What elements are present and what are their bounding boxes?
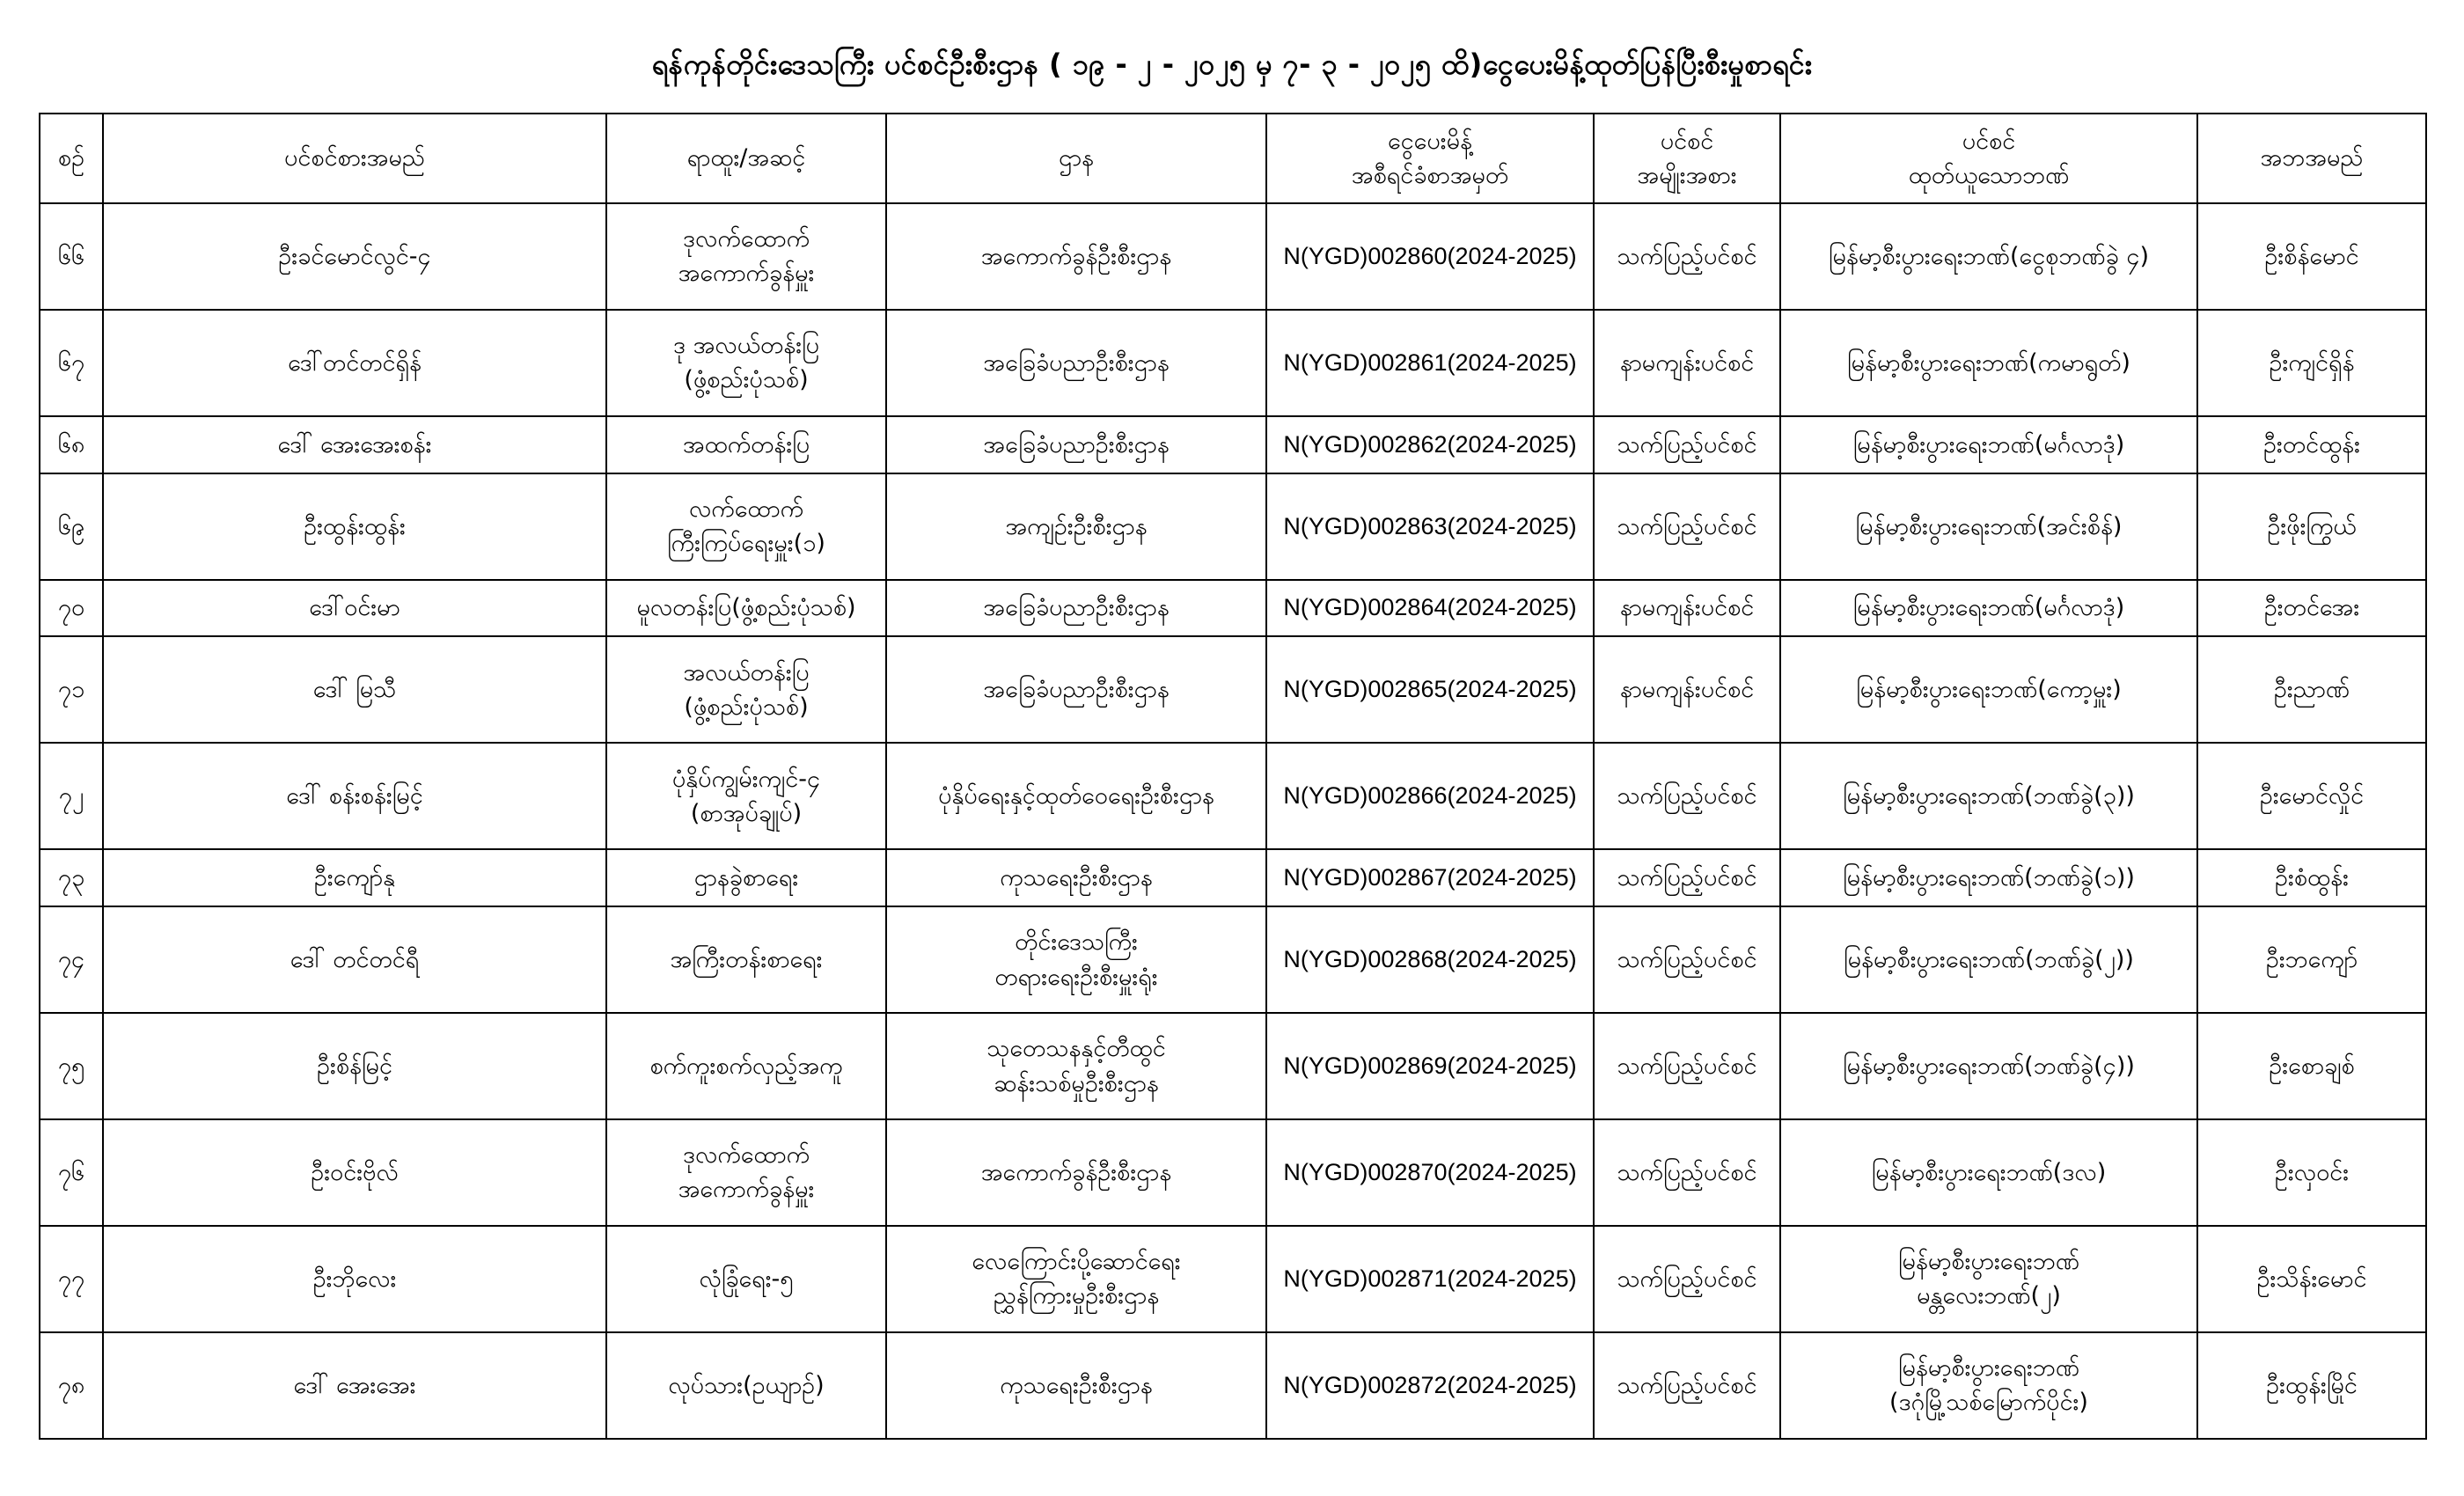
cell-no <box>40 1013 103 1119</box>
cell-rank-text: အထက်တန်းပြ <box>682 430 810 458</box>
cell-name <box>103 636 606 743</box>
table-row <box>40 580 2426 637</box>
table-row <box>40 1119 2426 1226</box>
cell-no-text: ၇၃ <box>57 864 85 892</box>
header-type-label-1: ပင်စင် <box>1660 127 1714 155</box>
pension-table <box>39 113 2427 1440</box>
cell-name-text: ဒေါ် အေးအေး <box>293 1371 416 1399</box>
cell-type <box>1594 849 1780 906</box>
cell-bank <box>1780 1226 2197 1332</box>
cell-dept-text: ဆန်းသစ်မှုဦးစီးဌာန <box>994 1069 1159 1097</box>
cell-bank-text: မြန်မာ့စီးပွားရေးဘဏ်(ဘဏ်ခွဲ(၄)) <box>1843 1052 2135 1080</box>
table-body <box>40 203 2426 1439</box>
table-row <box>40 1226 2426 1332</box>
cell-dept <box>886 416 1266 473</box>
cell-no <box>40 310 103 416</box>
cell-rank-text: (စာအုပ်ချုပ်) <box>690 799 803 827</box>
cell-bank-text: မြန်မာ့စီးပွားရေးဘဏ်(မင်္ဂလာဒုံ) <box>1852 594 2125 622</box>
cell-rank <box>606 743 886 849</box>
header-dept-label: ဌာန <box>1058 144 1095 172</box>
cell-order-text: N(YGD)002872(2024-2025) <box>1283 1371 1577 1398</box>
cell-bank-text: မြန်မာ့စီးပွားရေးဘဏ်(အင်းစိန်) <box>1855 512 2123 540</box>
table-row <box>40 906 2426 1013</box>
cell-type-text: သက်ပြည့်ပင်စင် <box>1617 1371 1757 1399</box>
cell-bank-text: မြန်မာ့စီးပွားရေးဘဏ် <box>1897 1354 2080 1382</box>
cell-rank-text: ဒုလက်ထောက် <box>682 1141 810 1170</box>
cell-order-text: N(YGD)002869(2024-2025) <box>1283 1052 1577 1079</box>
cell-bank <box>1780 416 2197 473</box>
cell-dept-text: ကုသရေးဦးစီးဌာန <box>1000 1371 1153 1399</box>
cell-rank-text: လုံခြုံရေး-၅ <box>699 1265 794 1293</box>
header-name-label: ပင်စင်စားအမည် <box>284 144 425 172</box>
cell-father-text: ဦးမောင်လှိုင် <box>2259 782 2365 810</box>
header-bank-label-2: ထုတ်ယူသောဘဏ် <box>1908 162 2070 189</box>
cell-dept <box>886 1332 1266 1439</box>
cell-name <box>103 1226 606 1332</box>
cell-order <box>1266 580 1594 637</box>
cell-no <box>40 203 103 310</box>
cell-rank-text: ပုံနှိပ်ကျွမ်းကျင်-၄ <box>671 765 821 793</box>
header-bank-label-1: ပင်စင် <box>1962 127 2016 155</box>
cell-rank <box>606 203 886 310</box>
cell-name-text: ဦးကျော်နု <box>313 864 396 892</box>
header-rank <box>606 114 886 203</box>
cell-type <box>1594 906 1780 1013</box>
cell-dept-text: အကောက်ခွန်ဦးစီးဌာန <box>980 242 1172 270</box>
cell-father-text: ဦးကျင်ရှိန် <box>2269 348 2355 377</box>
cell-type <box>1594 203 1780 310</box>
cell-rank-text: လက်ထောက် <box>688 495 804 524</box>
cell-type-text: သက်ပြည့်ပင်စင် <box>1617 430 1757 458</box>
header-no-label: စဉ် <box>57 144 85 172</box>
cell-no-text: ၇၈ <box>57 1371 85 1399</box>
cell-name-text: ဒေါ် တင်တင်ရီ <box>290 946 420 974</box>
header-father <box>2197 114 2426 203</box>
cell-bank <box>1780 310 2197 416</box>
cell-father-text: ဦးထွန်းမြိုင် <box>2266 1371 2358 1399</box>
cell-father <box>2197 906 2426 1013</box>
cell-no <box>40 416 103 473</box>
cell-rank-text: စက်ကူးစက်လှည့်အကူ <box>649 1052 843 1080</box>
cell-order <box>1266 636 1594 743</box>
cell-type-text: သက်ပြည့်ပင်စင် <box>1617 1158 1757 1186</box>
table-row <box>40 743 2426 849</box>
cell-no <box>40 473 103 580</box>
cell-rank-text: ဒုလက်ထောက် <box>682 225 810 253</box>
cell-rank-text: လုပ်သား(ဥယျာဉ်) <box>668 1371 825 1399</box>
header-bank <box>1780 114 2197 203</box>
cell-name <box>103 473 606 580</box>
cell-no <box>40 743 103 849</box>
cell-name <box>103 580 606 637</box>
cell-bank-text: မြန်မာ့စီးပွားရေးဘဏ် <box>1897 1248 2080 1276</box>
cell-order <box>1266 203 1594 310</box>
cell-father <box>2197 203 2426 310</box>
cell-dept-text: တရားရေးဦးစီးမှူးရုံး <box>994 963 1158 991</box>
cell-bank <box>1780 636 2197 743</box>
cell-father-text: ဦးတင်အေး <box>2263 594 2360 622</box>
cell-father <box>2197 636 2426 743</box>
cell-rank <box>606 636 886 743</box>
cell-father-text: ဦးဖိုးကြွယ် <box>2267 512 2357 540</box>
cell-father-text: ဦးစံထွန်း <box>2275 864 2349 892</box>
cell-dept <box>886 636 1266 743</box>
cell-father <box>2197 416 2426 473</box>
cell-type-text: နာမကျန်းပင်စင် <box>1619 676 1755 704</box>
cell-name-text: ဦးခင်မောင်လွင်-၄ <box>278 242 431 270</box>
cell-bank <box>1780 580 2197 637</box>
table-row <box>40 310 2426 416</box>
cell-name-text: ဦးဝင်းဗိုလ် <box>311 1158 399 1186</box>
cell-name <box>103 849 606 906</box>
cell-rank <box>606 1226 886 1332</box>
cell-dept <box>886 1226 1266 1332</box>
cell-dept-text: ပုံနှိပ်ရေးနှင့်ထုတ်ဝေရေးဦးစီးဌာန <box>938 782 1214 810</box>
cell-bank <box>1780 1119 2197 1226</box>
cell-name-text: ဒေါ် မြသီ <box>312 676 397 704</box>
header-order-label-1: ငွေပေးမိန့် <box>1388 127 1472 155</box>
table-row <box>40 203 2426 310</box>
cell-no-text: ၇၀ <box>57 594 85 622</box>
cell-dept-text: တိုင်းဒေသကြီး <box>1015 928 1138 957</box>
cell-father-text: ဦးစိန်မောင် <box>2264 242 2359 270</box>
cell-bank-text: မြန်မာ့စီးပွားရေးဘဏ်(မင်္ဂလာဒုံ) <box>1852 430 2125 458</box>
cell-no <box>40 1332 103 1439</box>
cell-name-text: ဒေါ်ဝင်းမာ <box>309 594 400 622</box>
cell-no <box>40 849 103 906</box>
cell-bank-text: မြန်မာ့စီးပွားရေးဘဏ်(ကမာရွတ်) <box>1847 348 2130 377</box>
cell-father-text: ဦးဘကျော် <box>2265 946 2358 974</box>
cell-order <box>1266 906 1594 1013</box>
cell-type-text: သက်ပြည့်ပင်စင် <box>1617 242 1757 270</box>
cell-order-text: N(YGD)002868(2024-2025) <box>1283 946 1577 973</box>
cell-type <box>1594 1013 1780 1119</box>
table-header-row <box>40 114 2426 203</box>
cell-name <box>103 203 606 310</box>
cell-type-text: နာမကျန်းပင်စင် <box>1619 348 1755 377</box>
cell-father <box>2197 473 2426 580</box>
cell-type-text: သက်ပြည့်ပင်စင် <box>1617 512 1757 540</box>
cell-bank-text: မြန်မာ့စီးပွားရေးဘဏ်(ဒလ) <box>1871 1158 2107 1186</box>
cell-rank-text: ဒု အလယ်တန်းပြ <box>672 332 820 360</box>
cell-type <box>1594 473 1780 580</box>
header-order <box>1266 114 1594 203</box>
cell-dept <box>886 1013 1266 1119</box>
cell-name-text: ဦးစိန်မြင့် <box>317 1052 392 1080</box>
cell-order <box>1266 1226 1594 1332</box>
cell-rank <box>606 473 886 580</box>
cell-father <box>2197 849 2426 906</box>
cell-type-text: သက်ပြည့်ပင်စင် <box>1617 864 1757 892</box>
cell-dept-text: ညွှန်ကြားမှုဦးစီးဌာန <box>993 1282 1160 1310</box>
header-order-label-2: အစီရင်ခံစာအမှတ် <box>1351 162 1509 189</box>
cell-order <box>1266 849 1594 906</box>
cell-bank-text: မန္တလေးဘဏ်(၂) <box>1917 1282 2061 1310</box>
cell-bank-text: မြန်မာ့စီးပွားရေးဘဏ်(ကော့မှူး) <box>1856 676 2122 704</box>
cell-dept-text: ကုသရေးဦးစီးဌာန <box>1000 864 1153 892</box>
cell-order-text: N(YGD)002861(2024-2025) <box>1283 348 1577 376</box>
cell-dept <box>886 849 1266 906</box>
cell-dept <box>886 1119 1266 1226</box>
cell-father <box>2197 1013 2426 1119</box>
cell-bank-text: မြန်မာ့စီးပွားရေးဘဏ်(ငွေစုဘဏ်ခွဲ ၄) <box>1828 242 2150 270</box>
cell-no-text: ၆၉ <box>57 512 85 540</box>
cell-type-text: သက်ပြည့်ပင်စင် <box>1617 782 1757 810</box>
cell-no-text: ၇၆ <box>57 1158 85 1186</box>
cell-bank-text: မြန်မာ့စီးပွားရေးဘဏ်(ဘဏ်ခွဲ(၁)) <box>1843 864 2135 892</box>
cell-dept-text: အခြေခံပညာဦးစီးဌာန <box>983 676 1170 704</box>
cell-bank <box>1780 849 2197 906</box>
cell-type <box>1594 1332 1780 1439</box>
cell-type <box>1594 1119 1780 1226</box>
cell-order <box>1266 473 1594 580</box>
cell-father-text: ဦးစောချစ် <box>2269 1052 2355 1080</box>
cell-rank <box>606 906 886 1013</box>
cell-no <box>40 580 103 637</box>
header-father-label: အဘအမည် <box>2260 144 2364 172</box>
cell-order-text: N(YGD)002871(2024-2025) <box>1283 1265 1577 1292</box>
cell-rank <box>606 849 886 906</box>
cell-rank-text: အကောက်ခွန်မှူး <box>678 1176 815 1204</box>
cell-no <box>40 906 103 1013</box>
cell-no-text: ၆၇ <box>57 348 85 377</box>
cell-order-text: N(YGD)002870(2024-2025) <box>1283 1158 1577 1185</box>
cell-type <box>1594 580 1780 637</box>
cell-order-text: N(YGD)002863(2024-2025) <box>1283 512 1577 539</box>
cell-order-text: N(YGD)002865(2024-2025) <box>1283 676 1577 703</box>
cell-bank <box>1780 473 2197 580</box>
cell-father-text: ဦးတင်ထွန်း <box>2262 430 2361 458</box>
cell-father <box>2197 580 2426 637</box>
cell-bank <box>1780 906 2197 1013</box>
cell-dept-text: သုတေသနနှင့်တီထွင် <box>986 1035 1166 1063</box>
cell-type-text: သက်ပြည့်ပင်စင် <box>1617 946 1757 974</box>
cell-order-text: N(YGD)002866(2024-2025) <box>1283 782 1577 810</box>
cell-father-text: ဦးလှဝင်း <box>2274 1158 2350 1186</box>
cell-no-text: ၇၂ <box>58 782 84 810</box>
cell-rank <box>606 310 886 416</box>
cell-no-text: ၆၈ <box>57 430 85 458</box>
cell-order-text: N(YGD)002862(2024-2025) <box>1283 430 1577 458</box>
cell-bank-text: (ဒဂုံမြို့သစ်မြောက်ပိုင်း) <box>1889 1389 2088 1417</box>
cell-name-text: ဒေါ်တင်တင်ရှိန် <box>288 348 422 377</box>
cell-father <box>2197 310 2426 416</box>
cell-no-text: ၇၅ <box>57 1052 85 1080</box>
cell-rank-text: (ဖွံ့စည်းပုံသစ်) <box>684 366 809 394</box>
cell-name <box>103 743 606 849</box>
cell-dept <box>886 310 1266 416</box>
header-name <box>103 114 606 203</box>
cell-order-text: N(YGD)002864(2024-2025) <box>1283 594 1577 621</box>
cell-dept-text: အခြေခံပညာဦးစီးဌာန <box>983 594 1170 622</box>
cell-rank <box>606 1013 886 1119</box>
cell-type <box>1594 310 1780 416</box>
cell-order-text: N(YGD)002867(2024-2025) <box>1283 864 1577 891</box>
cell-no-text: ၇၇ <box>57 1265 85 1293</box>
cell-rank-text: အကောက်ခွန်မှူး <box>678 260 815 288</box>
header-type <box>1594 114 1780 203</box>
cell-order <box>1266 310 1594 416</box>
cell-name-text: ဦးထွန်းထွန်း <box>304 512 406 540</box>
cell-order-text: N(YGD)002860(2024-2025) <box>1283 242 1577 269</box>
cell-order <box>1266 1013 1594 1119</box>
cell-dept <box>886 580 1266 637</box>
table-row <box>40 636 2426 743</box>
cell-type <box>1594 743 1780 849</box>
header-no <box>40 114 103 203</box>
cell-no <box>40 1226 103 1332</box>
cell-father <box>2197 1332 2426 1439</box>
cell-order <box>1266 1119 1594 1226</box>
cell-father <box>2197 1119 2426 1226</box>
cell-father-text: ဦးသိန်းမောင် <box>2256 1265 2367 1293</box>
cell-bank-text: မြန်မာ့စီးပွားရေးဘဏ်(ဘဏ်ခွဲ(၂)) <box>1844 946 2134 974</box>
cell-type <box>1594 636 1780 743</box>
cell-dept <box>886 203 1266 310</box>
cell-rank <box>606 1332 886 1439</box>
cell-bank <box>1780 1332 2197 1439</box>
cell-name <box>103 310 606 416</box>
cell-rank <box>606 1119 886 1226</box>
cell-name <box>103 1119 606 1226</box>
cell-no <box>40 636 103 743</box>
cell-rank <box>606 580 886 637</box>
page-title: ရန်ကုန်တိုင်းဒေသကြီး ပင်စင်ဦးစီးဌာန ( ၁၉ - ၂ - ၂၀၂၅ မှ ၇- ၃ - ၂၀၂၅ ထိ)ငွေပေးမိန့်ထုတ်ပြန်ပြီးစီးမှုစာရင်း <box>651 48 1813 81</box>
cell-order <box>1266 1332 1594 1439</box>
cell-rank-text: အကြီးတန်းစာရေး <box>670 946 823 974</box>
cell-name-text: ဦးဘိုလေး <box>312 1265 397 1293</box>
table-row <box>40 1013 2426 1119</box>
cell-name <box>103 416 606 473</box>
cell-father <box>2197 743 2426 849</box>
header-type-label-2: အမျိုးအစား <box>1637 162 1737 189</box>
cell-bank <box>1780 743 2197 849</box>
cell-dept-text: အကောက်ခွန်ဦးစီးဌာန <box>980 1158 1172 1186</box>
cell-type <box>1594 416 1780 473</box>
cell-order <box>1266 743 1594 849</box>
cell-dept <box>886 906 1266 1013</box>
cell-name <box>103 906 606 1013</box>
cell-name <box>103 1013 606 1119</box>
cell-name-text: ဒေါ် စန်းစန်းမြင့် <box>286 782 423 810</box>
cell-rank-text: မူလတန်းပြ(ဖွံ့စည်းပုံသစ်) <box>636 594 856 622</box>
cell-no-text: ၆၆ <box>57 242 85 270</box>
cell-dept <box>886 743 1266 849</box>
cell-dept-text: အခြေခံပညာဦးစီးဌာန <box>983 348 1170 377</box>
header-dept <box>886 114 1266 203</box>
cell-father <box>2197 1226 2426 1332</box>
table-row <box>40 473 2426 580</box>
cell-rank-text: အလယ်တန်းပြ <box>683 658 810 686</box>
cell-rank-text: ကြီးကြပ်ရေးမှူး(၁) <box>667 530 825 558</box>
cell-father-text: ဦးညာဏ် <box>2273 676 2350 704</box>
table-row <box>40 416 2426 473</box>
cell-name <box>103 1332 606 1439</box>
cell-rank-text: ဌာနခွဲစာရေး <box>693 864 799 892</box>
cell-order <box>1266 416 1594 473</box>
cell-no <box>40 1119 103 1226</box>
cell-type <box>1594 1226 1780 1332</box>
cell-dept-text: လေကြောင်းပို့ဆောင်ရေး <box>972 1248 1181 1276</box>
cell-dept-text: အခြေခံပညာဦးစီးဌာန <box>983 430 1170 458</box>
table-row <box>40 1332 2426 1439</box>
cell-dept-text: အကျဉ်းဦးစီးဌာန <box>1005 512 1148 540</box>
cell-bank <box>1780 203 2197 310</box>
cell-type-text: နာမကျန်းပင်စင် <box>1619 594 1755 622</box>
cell-type-text: သက်ပြည့်ပင်စင် <box>1617 1052 1757 1080</box>
table-row <box>40 849 2426 906</box>
cell-dept <box>886 473 1266 580</box>
cell-bank <box>1780 1013 2197 1119</box>
cell-name-text: ဒေါ် အေးအေးစန်း <box>277 430 432 458</box>
cell-rank-text: (ဖွံ့စည်းပုံသစ်) <box>684 693 809 721</box>
cell-bank-text: မြန်မာ့စီးပွားရေးဘဏ်(ဘဏ်ခွဲ(၃)) <box>1843 782 2135 810</box>
cell-rank <box>606 416 886 473</box>
cell-no-text: ၇၄ <box>57 946 85 974</box>
cell-no-text: ၇၁ <box>57 676 85 704</box>
cell-type-text: သက်ပြည့်ပင်စင် <box>1617 1265 1757 1293</box>
header-rank-label: ရာထူး/အဆင့် <box>686 144 806 172</box>
